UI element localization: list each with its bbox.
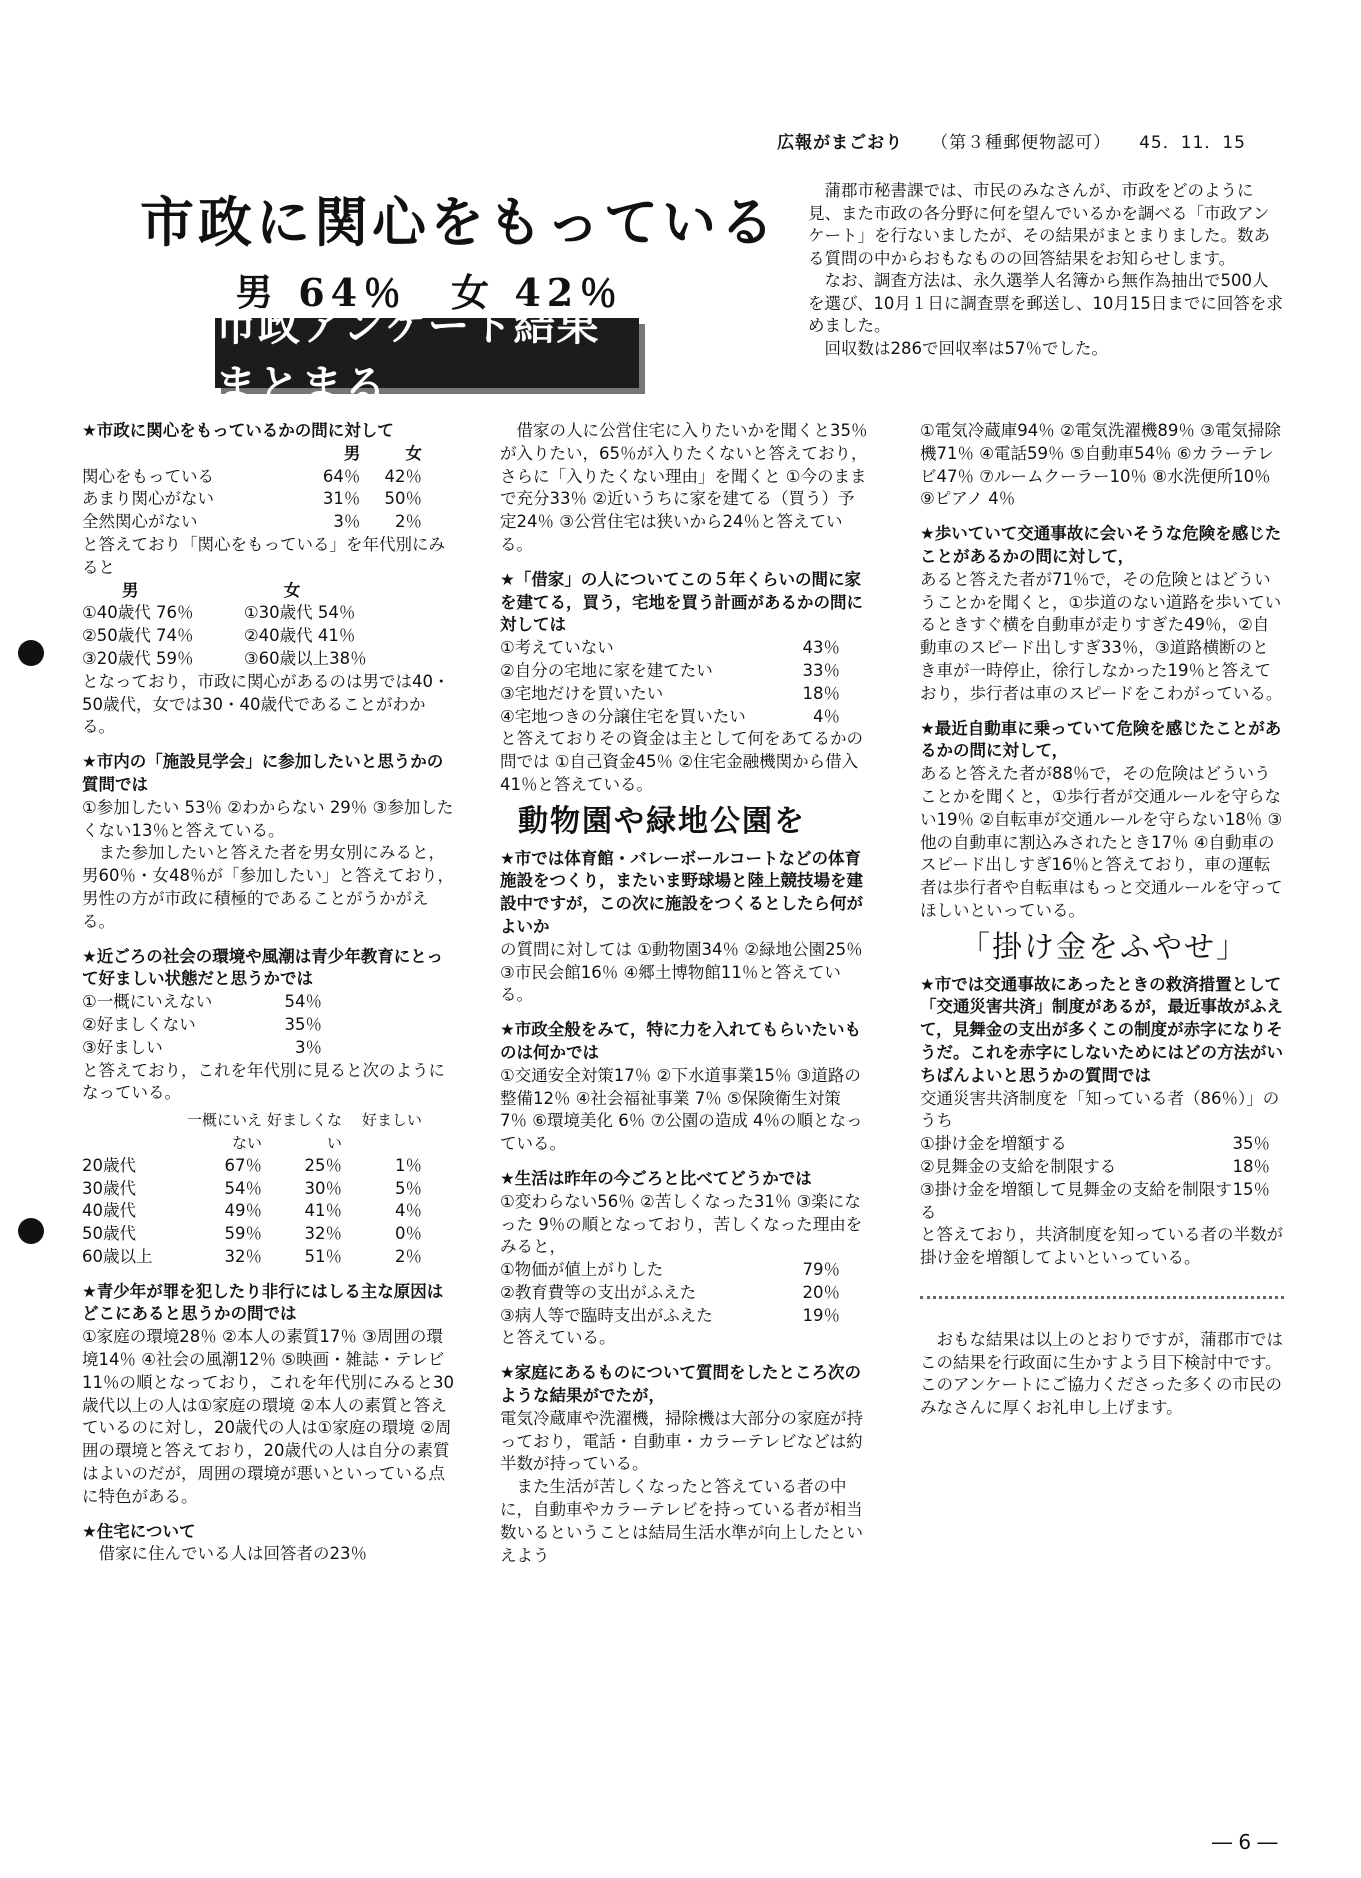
table-cell: 33％ — [802, 660, 840, 680]
body-text: ①交通安全対策17％ ②下水道事業15％ ③道路の整備12％ ④社会福祉事業 7％ ⑤保険衛生対策 7％ ⑥環境美化 6％ ⑦公園の造成 4％の順となっている。 — [500, 1065, 863, 1154]
issue-date: 45．11．15 — [1139, 133, 1246, 153]
body-text: と答えている。 — [500, 1328, 616, 1348]
body-text: 借家に住んでいる人は回答者の23％ — [98, 1544, 367, 1564]
table-cell: ③20歳代 59％ — [82, 648, 194, 668]
question-text: ★最近自動車に乗っていて危険を感じたことがあるかの問に対して， — [920, 718, 1282, 761]
table-cell: ③掛け金を増額して見舞金の支給を制限する — [920, 1179, 1232, 1222]
survey-section-public-housing — [500, 420, 868, 557]
question-text: ★市では交通事故にあったときの救済措置として「交通災害共済」制度があるが，最近事故がふえて，見舞金の支出が多くこの制度が赤字になりそうだ。これを赤字にしないためにはどの方法がいちばんよいと思うかの質問では — [920, 974, 1283, 1085]
question-text: ★「借家」の人についてこの５年くらいの間に家を建てる，買う，宅地を買う計画があるかの問に対しては — [500, 569, 863, 635]
question-text: ★生活は昨年の今ごろと比べてどうかでは — [500, 1168, 812, 1188]
section-heading: 「掛け金をふやせ」 — [960, 929, 1248, 965]
body-text: ①家庭の環境28％ ②本人の素質17％ ③周囲の環境14％ ④社会の風潮12％ ⑤映画・雑誌・テレビ11％の順となっており，これを年代別にみると30歳代以上の人は①家庭の環境 ②本人の素質と答えているのに対し，20歳代の人は①家庭の環境 ②周囲の環境と答えており，20歳代の人は自分の素質はよいのだが，周囲の環境が悪いといっている点に特色がある。 — [82, 1327, 454, 1506]
table-cell: 79％ — [802, 1260, 840, 1280]
table-cell: ③好ましい — [82, 1037, 163, 1057]
body-text: となっており，市政に関心があるのは男では40・50歳代，女では30・40歳代であることがわかる。 — [82, 671, 450, 737]
question-text: ★市政に関心をもっているかの問に対して — [82, 421, 394, 440]
survey-section-priorities — [500, 1019, 868, 1156]
table-cell: 2％ — [395, 512, 422, 532]
table-cell: 40歳代 — [82, 1201, 136, 1221]
table-header — [82, 443, 299, 466]
survey-section-youth-environment — [82, 946, 454, 1269]
survey-section-household-items — [500, 1362, 868, 1567]
table-cell: ①30歳代 54％ — [243, 603, 356, 623]
body-text: また生活が苦しくなったと答えている者の中に，自動車やカラーテレビを持っている者が相当数いるということは結局生活水準が向上したといえよう — [500, 1477, 863, 1565]
age-table — [82, 580, 422, 671]
table-cell: ②教育費等の支出がふえた — [500, 1282, 697, 1302]
table-cell: 35％ — [1232, 1134, 1270, 1154]
table-cell: 54％ — [224, 1178, 262, 1198]
survey-section-household-list — [920, 420, 1284, 511]
table-cell: 64％ — [322, 466, 361, 486]
table-cell: 0％ — [395, 1224, 422, 1244]
survey-section-delinquency — [82, 1281, 454, 1509]
table-cell: 18％ — [802, 683, 840, 703]
table-cell: 1％ — [395, 1155, 422, 1175]
table-cell: 42％ — [384, 466, 422, 486]
table-header: 一概にいえない — [186, 1111, 262, 1152]
table-cell: 15％ — [1232, 1179, 1270, 1199]
table-cell: 31％ — [322, 489, 361, 509]
survey-section-living — [500, 1168, 868, 1350]
table-cell: ③宅地だけを買いたい — [500, 683, 664, 703]
table-header: 好ましくない — [266, 1111, 342, 1152]
question-text: ★歩いていて交通事故に会いそうな危険を感じたことがあるかの問に対して， — [920, 524, 1282, 566]
interest-table — [82, 443, 422, 534]
table-header: 男 — [122, 580, 139, 600]
environment-age-table — [82, 1109, 422, 1269]
main-title: 市政に関心をもっている — [140, 190, 778, 254]
question-text: ★市では体育館・バレーボールコートなどの体育施設をつくり，またいま野球場と陸上競技場を建設中ですが，この次に施設をつくるとしたら何がよいか — [500, 848, 863, 936]
result-banner: 市政アンケート結果まとまる — [215, 318, 639, 388]
survey-section-next-facility — [500, 848, 868, 1008]
table-header: 好ましい — [361, 1111, 422, 1130]
table-cell: 4％ — [395, 1201, 422, 1221]
table-cell: 25％ — [304, 1155, 342, 1175]
body-text: 交通災害共済制度を「知っている者（86％）」のうち — [920, 1088, 1280, 1131]
environment-table — [82, 991, 322, 1059]
table-cell: ③病人等で臨時支出がふえた — [500, 1305, 713, 1325]
closing-text: おもな結果は以上のとおりですが，蒲郡市ではこの結果を行政面に生かすよう目下検討中です。このアンケートにご協力くださった多くの市民のみなさんに厚くお礼申し上げます。 — [920, 1329, 1283, 1418]
table-cell: ③60歳以上38％ — [243, 648, 367, 668]
survey-section-facility-tour — [82, 751, 454, 933]
table-cell: 20％ — [802, 1282, 840, 1302]
table-cell: 49％ — [224, 1201, 262, 1221]
subtitle: 男 64％ 女 42％ — [235, 270, 624, 315]
table-header: 男 — [343, 443, 361, 463]
table-cell: 2％ — [395, 1246, 422, 1266]
table-cell: 30％ — [304, 1178, 342, 1198]
table-cell: 4％ — [813, 706, 840, 726]
table-header: 女 — [405, 443, 422, 463]
table-cell: ②自分の宅地に家を建てたい — [500, 660, 713, 680]
table-cell: 54％ — [284, 992, 322, 1012]
intro-paragraph: 回収数は286で回収率は57％でした。 — [824, 338, 1108, 358]
body-text: と答えており，これを年代別に見ると次のようになっている。 — [82, 1060, 445, 1103]
table-cell: 50歳代 — [82, 1224, 136, 1244]
body-text: また参加したいと答えた者を男女別にみると，男60％・女48％が「参加したい」と答えており，男性の方が市政に積極的であることがうかがえる。 — [82, 843, 454, 931]
body-text: と答えておりその資金は主として何をあてるかの問では ①自己資金45％ ②住宅金融機関から借入41％と答えている。 — [500, 729, 863, 794]
table-cell: ①物価が値上がりした — [500, 1260, 664, 1280]
survey-section-housing — [82, 1521, 454, 1567]
insurance-table — [920, 1133, 1270, 1224]
table-cell: 67％ — [224, 1155, 262, 1175]
survey-section-accident-insurance — [920, 974, 1284, 1270]
table-cell: 3％ — [295, 1037, 322, 1057]
table-cell: 3％ — [333, 512, 361, 532]
hardship-table — [500, 1259, 840, 1327]
survey-section-pedestrian-danger — [920, 523, 1284, 705]
table-cell: ①考えていない — [500, 638, 614, 658]
table-cell: 20歳代 — [82, 1155, 136, 1175]
body-text: 電気冷蔵庫や洗濯機，掃除機は大部分の家庭が持っており，電話・自動車・カラーテレビなどは約半数が持っている。 — [500, 1408, 863, 1474]
intro-text — [808, 180, 1284, 360]
question-text: ★住宅について — [82, 1521, 196, 1541]
body-text: 借家の人に公営住宅に入りたいかを聞くと35％が入りたい，65％が入りたくないと答えており，さらに「入りたくない理由」を聞くと ①今のままで充分33％ ②近いうちに家を建てる（買う）予定24％ ③公営住宅は狭いから24％と答えている。 — [500, 421, 868, 554]
column-1 — [82, 420, 454, 1578]
table-cell: 18％ — [1232, 1156, 1270, 1176]
table-cell: 41％ — [304, 1201, 342, 1221]
table-cell: ①40歳代 76％ — [82, 603, 194, 623]
survey-section-home-purchase — [500, 569, 868, 797]
table-cell: 32％ — [304, 1224, 342, 1244]
table-cell: 関心をもっている — [82, 466, 214, 486]
table-cell: 59％ — [224, 1224, 262, 1244]
intro-paragraph: なお、調査方法は、永久選挙人名簿から無作為抽出で500人を選び、10月１日に調査票を郵送し、10月15日までに回答を求めました。 — [808, 271, 1283, 335]
publication-name: 広報がまごおり — [777, 133, 904, 153]
question-text: ★市政全般をみて，特に力を入れてもらいたいものは何かでは — [500, 1020, 861, 1062]
question-text: ★近ごろの社会の環境や風潮は青少年教育にとって好ましい状態だと思うかでは — [82, 946, 443, 989]
body-text: ①電気冷蔵庫94％ ②電気洗濯機89％ ③電気掃除機71％ ④電話59％ ⑤自動車54％ ⑥カラーテレビ47％ ⑦ルームクーラー10％ ⑧水洗便所10％ ⑨ピアノ 4％ — [920, 421, 1281, 509]
permit-note: （第３種郵便物認可） — [931, 133, 1112, 153]
body-text: あると答えた者が71％で，その危険とはどういうことかを聞くと，①歩道のない道路を歩いているときすぐ横を自動車が走りすぎた49％，②自動車のスピード出しすぎ33％，③道路横断のとき車が一時停止，徐行しなかった19％と答えており，歩行者は車のスピードをこわがっている。 — [920, 569, 1283, 703]
page-header — [777, 128, 1246, 153]
section-heading: 動物園や緑地公園を — [518, 803, 806, 839]
table-cell: ①一概にいえない — [82, 992, 213, 1012]
table-cell: 全然関心がない — [82, 512, 198, 532]
column-3 — [920, 420, 1284, 1420]
table-cell: ②好ましくない — [82, 1014, 196, 1034]
body-text: ①変わらない56％ ②苦しくなった31％ ③楽になった 9％の順となっており，苦しくなった理由をみると， — [500, 1191, 863, 1257]
survey-section-interest — [82, 420, 454, 739]
table-cell: ②見舞金の支給を制限する — [920, 1156, 1117, 1176]
column-2 — [500, 420, 868, 1579]
table-cell: 51％ — [304, 1246, 342, 1266]
binding-hole — [18, 1218, 44, 1244]
intro-paragraph: 蒲郡市秘書課では、市民のみなさんが、市政をどのように見、また市政の各分野に何を望んでいるかを調べる「市政アンケート」を行ないましたが、その結果がまとまりました。数ある質問の中からおもなものの回答結果をお知らせします。 — [808, 181, 1270, 268]
body-text: あると答えた者が88％で，その危険はどういうことかを聞くと，①歩行者が交通ルールを守らない19％ ②自転車が交通ルールを守らない18％ ③他の自動車に割込みされたとき17％ ④自動車のスピード出しすぎ16％と答えており，車の運転者は歩行者や自転車はもっと交通ルールを守ってほしいといっている。 — [920, 764, 1283, 920]
table-cell: 32％ — [224, 1246, 262, 1266]
question-text: ★市内の「施設見学会」に参加したいと思うかの質問では — [82, 752, 444, 794]
table-cell: ①掛け金を増額する — [920, 1134, 1067, 1154]
body-text: ①参加したい 53％ ②わからない 29％ ③参加したくない13％と答えている。 — [82, 797, 454, 840]
table-cell: 50％ — [384, 489, 422, 509]
body-text: の質問に対しては ①動物園34％ ②緑地公園25％ ③市民会館16％ ④郷土博物館11％と答えている。 — [500, 939, 863, 1005]
body-text: と答えており，共済制度を知っている者の半数が掛け金を増額してよいといっている。 — [920, 1225, 1283, 1268]
home-plan-table — [500, 637, 840, 728]
survey-section-driver-danger — [920, 718, 1284, 923]
table-cell: 35％ — [284, 1014, 322, 1034]
binding-hole — [18, 640, 44, 666]
table-header — [82, 1109, 182, 1155]
table-cell: 60歳以上 — [82, 1246, 153, 1266]
table-cell: 43％ — [802, 638, 840, 658]
table-cell: ④宅地つきの分譲住宅を買いたい — [500, 706, 746, 726]
table-cell: ②40歳代 41％ — [243, 626, 356, 646]
question-text: ★青少年が罪を犯したり非行にはしる主な原因はどこにあると思うかの問では — [82, 1281, 444, 1324]
table-cell: 5％ — [395, 1178, 422, 1198]
body-text: と答えており「関心をもっている」を年代別にみると — [82, 534, 445, 577]
question-text: ★家庭にあるものについて質問をしたところ次のような結果がでたが， — [500, 1363, 861, 1406]
table-cell: あまり関心がない — [82, 489, 214, 509]
divider — [920, 1296, 1284, 1299]
page-number: ― 6 ― — [1212, 1830, 1278, 1854]
table-header: 女 — [283, 580, 301, 600]
table-cell: 19％ — [802, 1305, 840, 1325]
table-cell: 30歳代 — [82, 1178, 136, 1198]
table-cell: ②50歳代 74％ — [82, 626, 194, 646]
